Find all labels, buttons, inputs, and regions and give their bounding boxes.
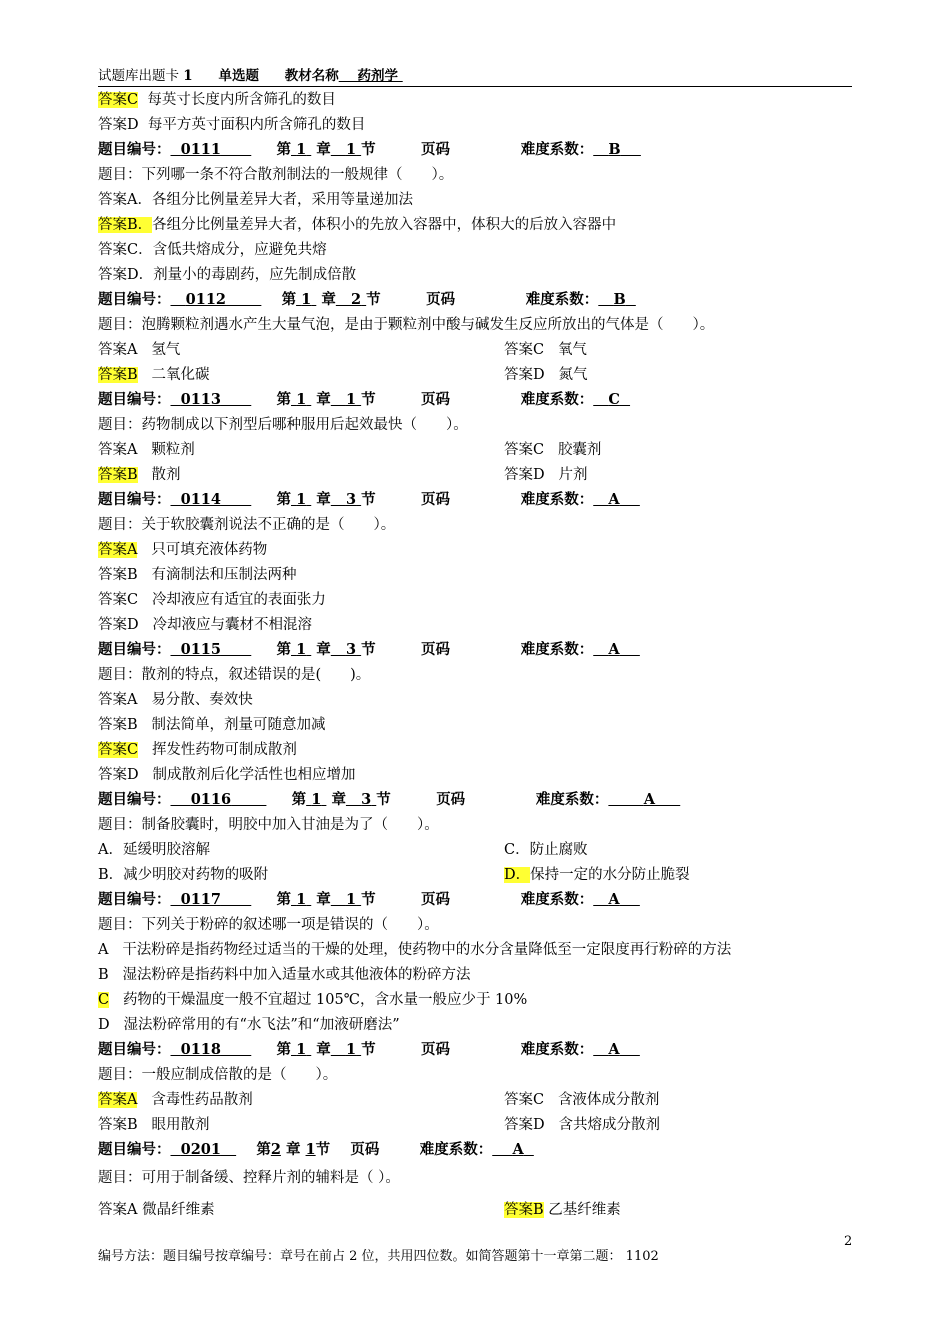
zhang-label: 章 — [321, 291, 336, 308]
question-stem: 题目：泡腾颗粒剂遇水产生大量气泡，是由于颗粒剂中酸与碱发生反应所放出的气体是（ ）。 — [98, 317, 715, 333]
zhang-label: 章 — [316, 641, 331, 658]
header-type: 单选题 — [218, 68, 259, 84]
page-label: 页码 — [421, 391, 451, 408]
answer-text: 制成散剂后化学活性也相应增加 — [152, 767, 356, 783]
answer-tag: 答案B — [98, 717, 138, 733]
difficulty: A — [608, 641, 620, 658]
answer-line — [504, 1114, 660, 1136]
answer-tag: 答案A — [98, 542, 138, 558]
answer-tag: 答案C — [504, 342, 545, 358]
answer-text: 各组分比例量差异大者，体积小的先放入容器中，体积大的后放入容器中 — [152, 217, 617, 233]
diff-label: 难度系数： — [520, 1041, 594, 1058]
answer-line — [504, 1199, 621, 1221]
answer-line — [98, 189, 413, 211]
chapter-no: 1 — [311, 791, 322, 808]
answer-text: 各组分比例量差异大者，采用等量递加法 — [151, 192, 413, 208]
chapter-no: 1 — [301, 291, 312, 308]
zhang-label: 章 — [316, 491, 331, 508]
question-id: 0111 — [180, 141, 221, 158]
answer-line — [98, 239, 327, 261]
answer-tag: 答案A — [98, 442, 138, 458]
header-textbook: 药剂学 — [357, 68, 399, 84]
jie-label: 节 — [361, 141, 376, 158]
answer-line — [98, 1199, 215, 1221]
question-id: 0116 — [190, 791, 232, 808]
answer-line — [98, 114, 365, 136]
qid-label: 题目编号： — [98, 791, 171, 808]
difficulty: B — [608, 141, 621, 158]
di-label: 第 — [276, 891, 292, 908]
answer-tag: 答案D — [504, 467, 545, 483]
answer-text: 含液体成分散剂 — [557, 1092, 660, 1108]
answer-text: 微晶纤维素 — [142, 1202, 215, 1218]
answer-line — [504, 864, 690, 886]
difficulty: C — [608, 391, 620, 408]
di-label: 第 — [276, 391, 292, 408]
section-no: 3 — [361, 791, 372, 808]
diff-label: 难度系数： — [520, 641, 594, 658]
answer-text: 颗粒剂 — [151, 442, 195, 458]
answer-text: 二氧化碳 — [151, 367, 210, 383]
answer-text: 每英寸长度内所含筛孔的数目 — [147, 92, 336, 108]
answer-tag: D — [98, 1017, 110, 1033]
chapter-no: 1 — [296, 141, 307, 158]
question-id: 0201 — [180, 1141, 221, 1158]
answer-tag: 答案A — [98, 1092, 138, 1108]
jie-label: 节 — [361, 1041, 376, 1058]
answer-line — [504, 464, 587, 486]
answer-text: 眼用散剂 — [151, 1117, 210, 1133]
answer-tag: 答案B — [98, 467, 138, 483]
question-header — [98, 389, 630, 411]
question-stem: 题目：药物制成以下剂型后哪种服用后起效最快（ ）。 — [98, 417, 468, 433]
section-no: 2 — [351, 291, 362, 308]
answer-line — [98, 364, 209, 386]
answer-tag: 答案A — [98, 342, 138, 358]
jie-label: 节 — [315, 1141, 331, 1158]
answer-line — [98, 989, 527, 1011]
section-no: 3 — [345, 491, 357, 508]
difficulty: A — [512, 1141, 524, 1158]
question-header — [98, 1039, 640, 1061]
answer-line — [504, 364, 587, 386]
answer-text: 易分散、奏效快 — [151, 692, 253, 708]
difficulty: B — [613, 291, 626, 308]
question-header — [98, 289, 636, 311]
answer-tag: 答案D — [98, 117, 139, 133]
answer-text: 含共熔成分散剂 — [558, 1117, 660, 1133]
zhang-label: 章 — [316, 1041, 331, 1058]
page-label: 页码 — [436, 791, 466, 808]
answer-tag: 答案D — [98, 617, 139, 633]
answer-text: 制法简单，剂量可随意加减 — [151, 717, 326, 733]
answer-text: 保持一定的水分防止脆裂 — [530, 867, 690, 883]
answer-tag: 答案D — [504, 367, 545, 383]
question-header — [98, 889, 640, 911]
zhang-label: 章 — [316, 891, 331, 908]
answer-line — [98, 589, 326, 611]
answer-line — [98, 339, 180, 361]
answer-line — [504, 339, 587, 361]
question-header — [98, 489, 640, 511]
qid-label: 题目编号： — [98, 1041, 171, 1058]
diff-label: 难度系数： — [520, 891, 594, 908]
answer-line — [98, 439, 195, 461]
jie-label: 节 — [361, 491, 376, 508]
diff-label: 难度系数： — [520, 491, 594, 508]
answer-tag: 答案C — [98, 592, 139, 608]
answer-line: A．延缓明胶溶解 — [98, 842, 210, 858]
qid-label: 题目编号： — [98, 491, 171, 508]
answer-tag: 答案B． — [98, 217, 153, 233]
page-label: 页码 — [421, 891, 451, 908]
answer-tag: 答案C． — [98, 242, 153, 258]
answer-line — [98, 1089, 253, 1111]
answer-line — [504, 439, 601, 461]
answer-tag: 答案B — [98, 1117, 138, 1133]
zhang-label: 章 — [316, 141, 331, 158]
di-label: 第 — [276, 1041, 292, 1058]
answer-text: 湿法粉碎是指药料中加入适量水或其他液体的粉碎方法 — [122, 967, 471, 983]
diff-label: 难度系数： — [520, 141, 594, 158]
jie-label: 节 — [376, 791, 391, 808]
question-header — [98, 139, 641, 161]
answer-tag: 答案C — [504, 442, 545, 458]
zhang-label: 章 — [331, 791, 346, 808]
diff-label: 难度系数： — [535, 791, 609, 808]
answer-text: 挥发性药物可制成散剂 — [151, 742, 297, 758]
chapter-no: 1 — [296, 891, 307, 908]
answer-text: 片剂 — [558, 467, 588, 483]
answer-tag: 答案C — [98, 742, 139, 758]
question-header — [98, 1139, 534, 1161]
di-label: 第 — [256, 1141, 271, 1158]
page-footer: 编号方法：题目编号按章编号：章号在前占 2 位，共用四位数。如简答题第十一章第二题： 1102 — [98, 1249, 659, 1264]
answer-tag: 答案C — [98, 92, 139, 108]
qid-label: 题目编号： — [98, 891, 171, 908]
chapter-no: 1 — [296, 391, 307, 408]
difficulty: A — [608, 1041, 620, 1058]
jie-label: 节 — [361, 891, 376, 908]
answer-tag: A — [98, 942, 109, 958]
answer-tag: 答案D — [504, 1117, 545, 1133]
answer-tag: 答案B — [504, 1202, 544, 1218]
chapter-no: 1 — [296, 1041, 307, 1058]
answer-text: 干法粉碎是指药物经过适当的干燥的处理，使药物中的水分含量降低至一定限度再行粉碎的方法 — [122, 942, 732, 958]
page-number: 2 — [844, 1234, 853, 1249]
question-id: 0112 — [185, 291, 227, 308]
answer-tag: 答案B — [98, 567, 138, 583]
answer-tag: B — [98, 967, 109, 983]
page-label: 页码 — [426, 291, 456, 308]
qid-label: 题目编号： — [98, 141, 171, 158]
section-no: 1 — [345, 391, 357, 408]
di-label: 第 — [281, 291, 297, 308]
answer-text: 冷却液应与囊材不相混溶 — [152, 617, 312, 633]
answer-line — [98, 714, 325, 736]
section-no: 3 — [345, 641, 357, 658]
qid-label: 题目编号： — [98, 391, 171, 408]
page-label: 页码 — [421, 141, 451, 158]
page-label: 页码 — [421, 641, 451, 658]
answer-tag: 答案D． — [98, 267, 154, 283]
question-id: 0118 — [180, 1041, 221, 1058]
question-id: 0117 — [180, 891, 221, 908]
chapter-no: 2 — [270, 1141, 281, 1158]
difficulty: A — [643, 791, 655, 808]
di-label: 第 — [276, 141, 292, 158]
header-textbook-label: 教材名称 — [284, 68, 339, 84]
zhang-label: 章 — [316, 391, 331, 408]
answer-tag: D． — [504, 867, 531, 883]
answer-line — [98, 764, 355, 786]
page-label: 页码 — [421, 1041, 451, 1058]
answer-text: 氢气 — [151, 342, 181, 358]
section-no: 1 — [305, 1141, 316, 1158]
answer-tag: 答案D — [98, 767, 139, 783]
answer-line — [98, 214, 616, 236]
header-prefix: 试题库出题卡 — [98, 68, 179, 84]
answer-text: 湿法粉碎常用的有“水飞法”和“加液研磨法” — [123, 1017, 400, 1033]
di-label: 第 — [276, 491, 292, 508]
answer-line — [98, 939, 731, 961]
section-no: 1 — [345, 1041, 357, 1058]
difficulty: A — [608, 491, 620, 508]
question-stem: 题目：制备胶囊时，明胶中加入甘油是为了（ ）。 — [98, 817, 439, 833]
answer-text: 有滴制法和压制法两种 — [151, 567, 297, 583]
answer-text: 散剂 — [151, 467, 181, 483]
question-id: 0113 — [180, 391, 221, 408]
answer-line — [98, 689, 253, 711]
page-label: 页码 — [350, 1141, 380, 1158]
qid-label: 题目编号： — [98, 291, 171, 308]
answer-text: 只可填充液体药物 — [151, 542, 268, 558]
answer-text: 含低共熔成分，应避免共熔 — [152, 242, 327, 258]
di-label: 第 — [276, 641, 292, 658]
question-id: 0115 — [180, 641, 221, 658]
answer-line — [98, 614, 312, 636]
answer-text: 药物的干燥温度一般不宜超过 105℃，含水量一般应少于 10% — [122, 992, 528, 1008]
answer-tag: 答案A — [98, 692, 138, 708]
answer-tag: 答案A — [98, 1202, 138, 1218]
di-label: 第 — [291, 791, 307, 808]
answer-line — [98, 264, 356, 286]
answer-text: 氮气 — [558, 367, 588, 383]
answer-line — [98, 964, 470, 986]
chapter-no: 1 — [296, 491, 307, 508]
answer-line — [98, 1014, 400, 1036]
answer-tag: C — [98, 992, 110, 1008]
diff-label: 难度系数： — [520, 391, 594, 408]
section-no: 1 — [345, 891, 357, 908]
question-id: 0114 — [180, 491, 221, 508]
zhang-label: 章 — [285, 1141, 301, 1158]
answer-text: 含毒性药品散剂 — [151, 1092, 253, 1108]
answer-text: 胶囊剂 — [557, 442, 602, 458]
section-no: 1 — [345, 141, 357, 158]
question-header — [98, 789, 680, 811]
answer-tag: 答案A． — [98, 192, 152, 208]
answer-line: C．防止腐败 — [504, 842, 588, 858]
jie-label: 节 — [366, 291, 381, 308]
jie-label: 节 — [361, 641, 376, 658]
answer-line — [98, 1114, 209, 1136]
qid-label: 题目编号： — [98, 641, 171, 658]
difficulty: A — [608, 891, 620, 908]
question-stem: 题目：下列哪一条不符合散剂制法的一般规律（ ）。 — [98, 167, 454, 183]
diff-label: 难度系数： — [419, 1141, 493, 1158]
chapter-no: 1 — [296, 641, 307, 658]
page-header — [98, 66, 852, 87]
question-stem: 题目：下列关于粉碎的叙述哪一项是错误的（ ）。 — [98, 917, 439, 933]
question-stem: 题目：关于软胶囊剂说法不正确的是（ ）。 — [98, 517, 396, 533]
answer-text: 剂量小的毒剧药，应先制成倍散 — [153, 267, 357, 283]
page-label: 页码 — [421, 491, 451, 508]
answer-line — [98, 564, 296, 586]
question-stem: 题目：散剂的特点，叙述错误的是( )。 — [98, 667, 371, 683]
answer-line — [98, 89, 336, 111]
answer-text: 每平方英寸面积内所含筛孔的数目 — [147, 117, 366, 133]
answer-text: 氧气 — [557, 342, 587, 358]
question-stem: 题目：一般应制成倍散的是（ ）。 — [98, 1067, 338, 1083]
answer-line: B．减少明胶对药物的吸附 — [98, 867, 269, 883]
question-header — [98, 639, 640, 661]
answer-line — [98, 739, 297, 761]
question-stem: 题目：可用于制备缓、控释片剂的辅料是（ ）。 — [98, 1170, 400, 1186]
header-card-no: 1 — [183, 68, 193, 84]
diff-label: 难度系数： — [525, 291, 599, 308]
answer-line — [98, 464, 180, 486]
answer-tag: 答案C — [504, 1092, 545, 1108]
answer-line — [504, 1089, 659, 1111]
qid-label: 题目编号： — [98, 1141, 171, 1158]
jie-label: 节 — [361, 391, 376, 408]
answer-text: 乙基纤维素 — [548, 1202, 621, 1218]
answer-text: 冷却液应有适宜的表面张力 — [151, 592, 326, 608]
answer-line — [98, 539, 267, 561]
answer-tag: 答案B — [98, 367, 138, 383]
